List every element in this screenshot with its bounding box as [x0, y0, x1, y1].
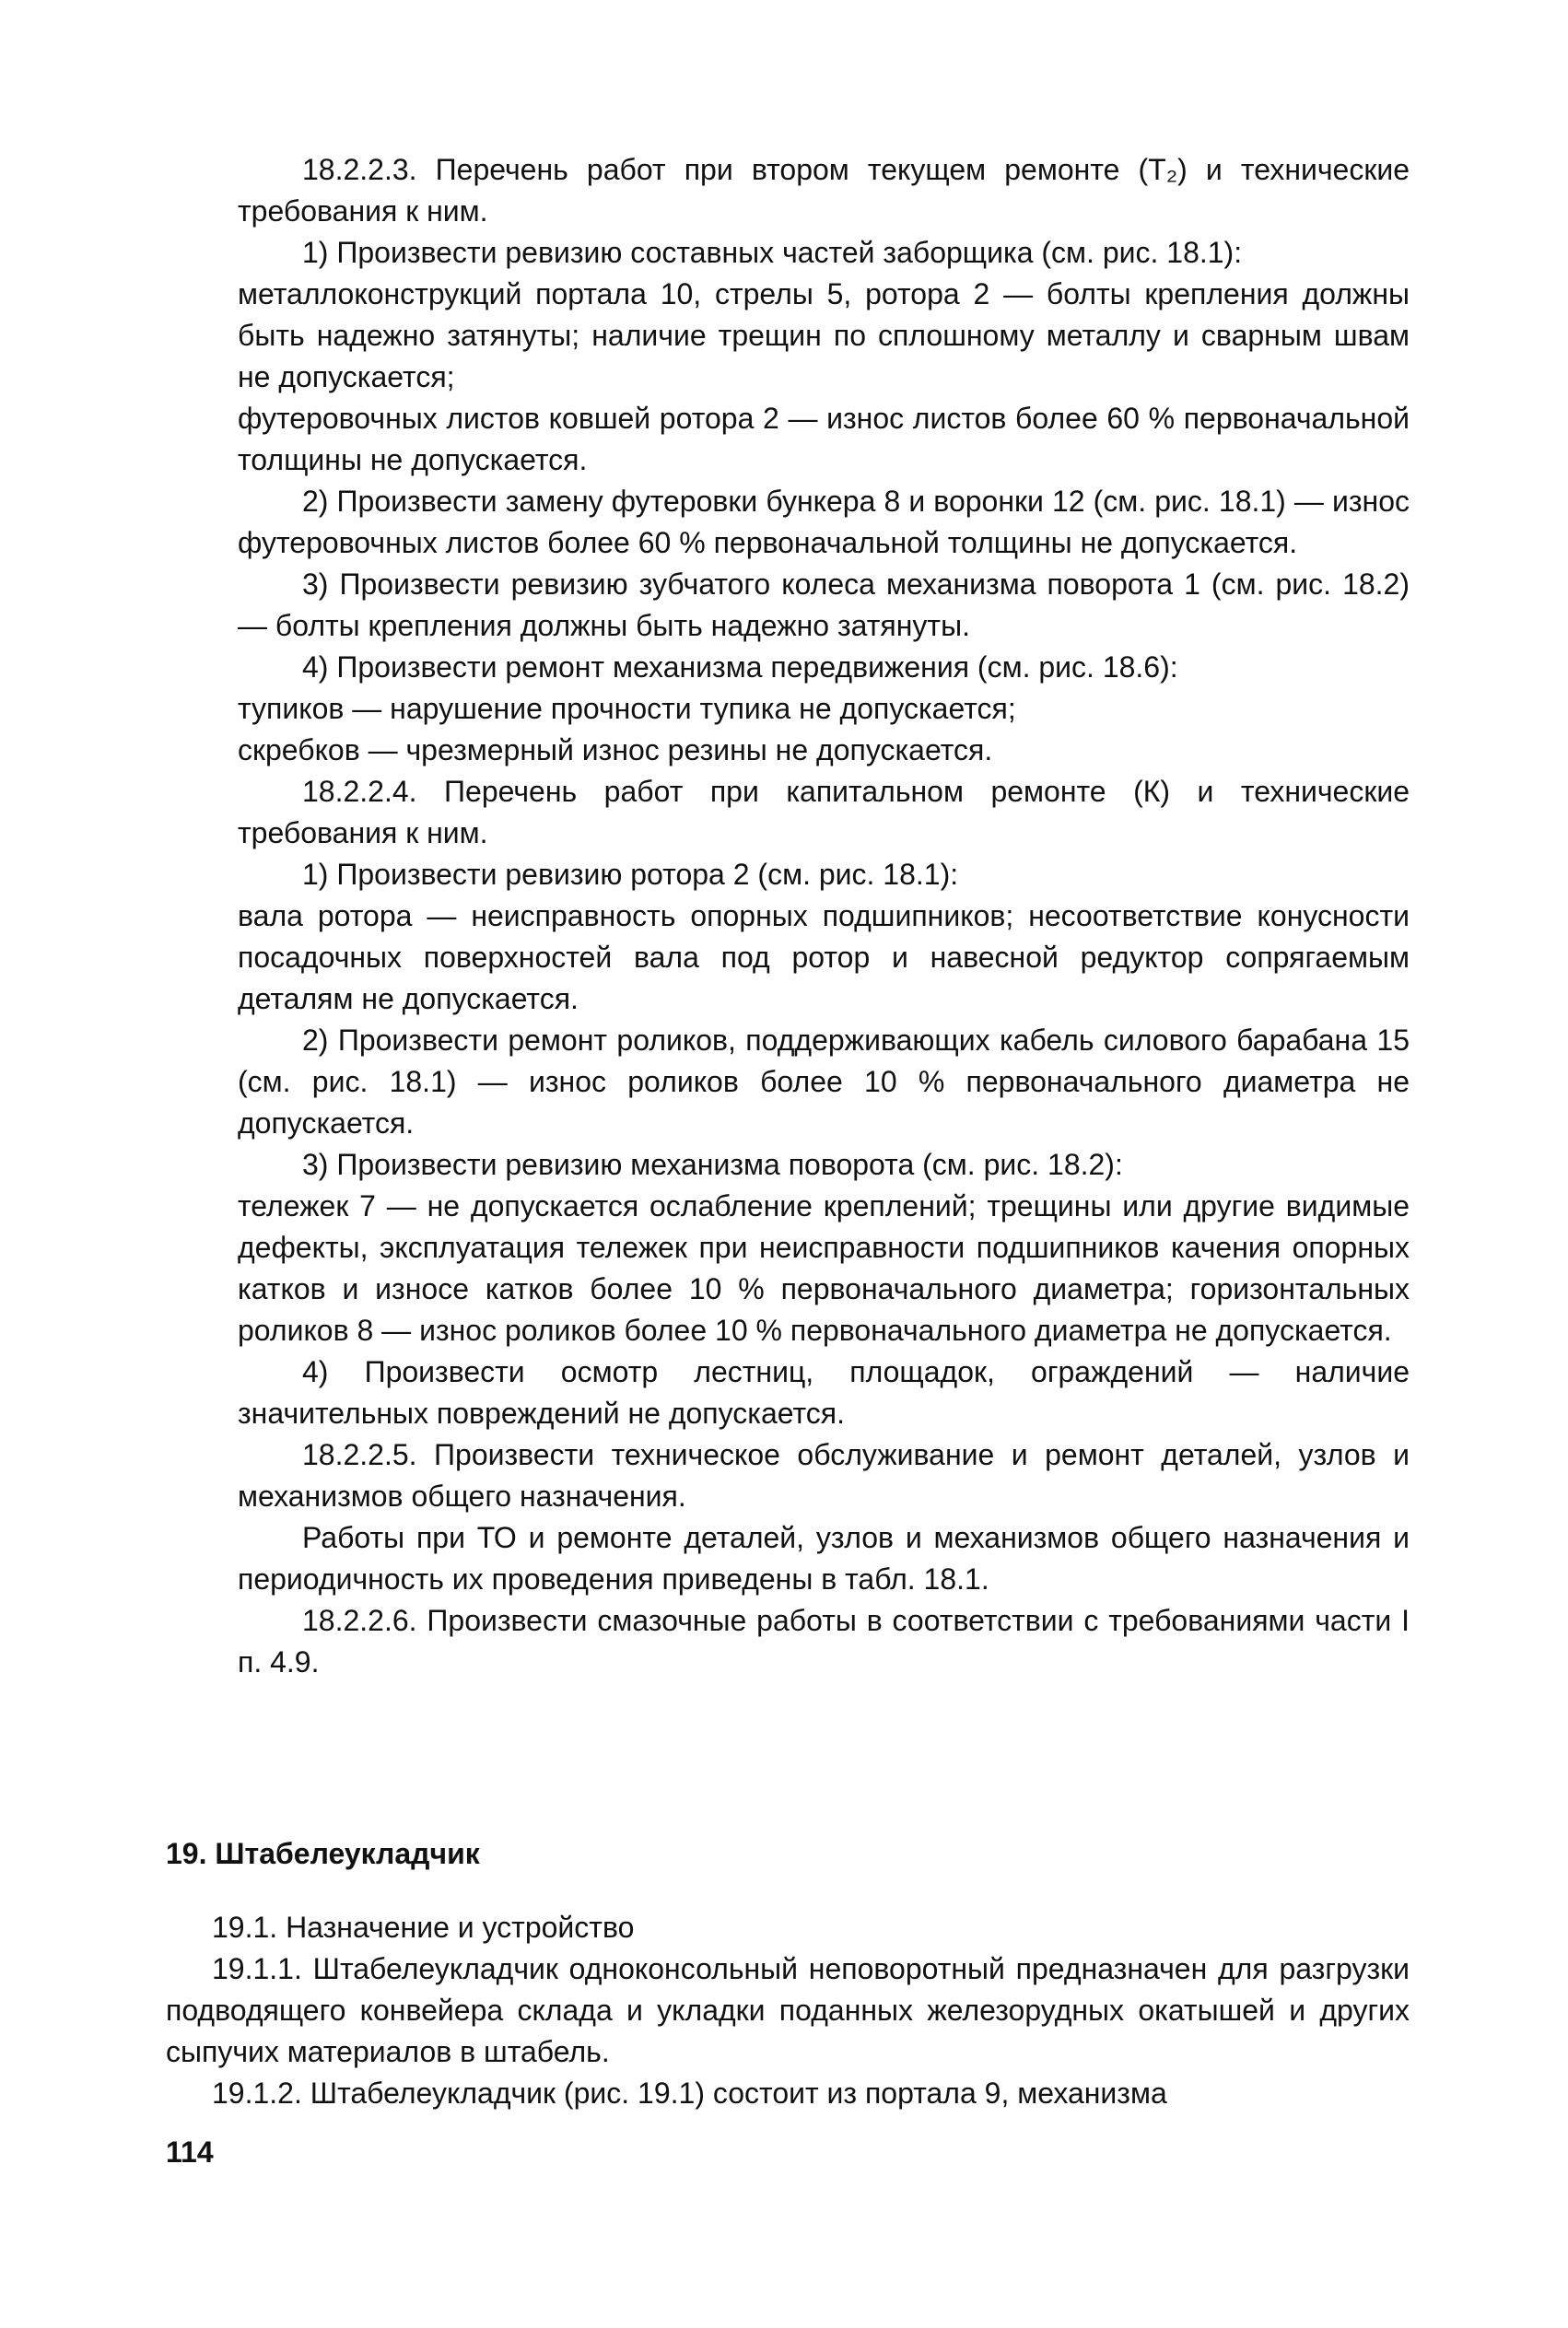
page-number: 114 [166, 2135, 214, 2169]
paragraph: 19.1.2. Штабелеукладчик (рис. 19.1) состоит из портала 9, механизма [212, 2076, 1167, 2110]
paragraph: 3) Произвести ревизию механизма поворота (см. рис. 18.2): [302, 1148, 1123, 1181]
paragraph: тележек 7 — не допускается ослабление креплений; трещины или другие видимые дефекты, эксплуатация тележек при неисправности подшипников качения опорных катков и износе катков более 10 % первоначального диаметра; горизонтальных роликов 8 — износ роликов более 10 % первоначального диаметра не допускается. [238, 1189, 1410, 1347]
paragraph: вала ротора — неисправность опорных подшипников; несоответствие конусности посадочных поверхностей вала под ротор и навесной редуктор сопрягаемым деталям не допускается. [238, 899, 1410, 1015]
paragraph: 3) Произвести ревизию зубчатого колеса механизма поворота 1 (см. рис. 18.2) — болты крепления должны быть надежно затянуты. [238, 567, 1410, 642]
paragraph: 19.1.1. Штабелеукладчик одноконсольный неповоротный предназначен для разгрузки подводящего конвейера склада и укладки поданных железорудных окатышей и других сыпучих материалов в штабель. [166, 1952, 1410, 2068]
paragraph: Работы при ТО и ремонте деталей, узлов и механизмов общего назначения и периодичность их проведения приведены в табл. 18.1. [238, 1521, 1410, 1596]
paragraph: 18.2.2.3. Перечень работ при втором текущем ремонте (Т₂) и технические требования к ним. [238, 153, 1410, 228]
paragraph: металлоконструкций портала 10, стрелы 5, ротора 2 — болты крепления должны быть надежно затянуты; наличие трещин по сплошному металлу и сварным швам не допускается; [238, 277, 1410, 393]
section-19-body [166, 1907, 1410, 2114]
paragraph: тупиков — нарушение прочности тупика не допускается; [238, 692, 1016, 725]
paragraph: скребков — чрезмерный износ резины не допускается. [238, 733, 993, 766]
paragraph: 18.2.2.4. Перечень работ при капитальном ремонте (К) и технические требования к ним. [238, 775, 1410, 849]
paragraph: 1) Произвести ревизию составных частей заборщика (см. рис. 18.1): [302, 236, 1243, 269]
section-18-body [238, 149, 1410, 1683]
paragraph: 18.2.2.6. Произвести смазочные работы в соответствии с требованиями части I п. 4.9. [238, 1604, 1410, 1679]
paragraph: 1) Произвести ревизию ротора 2 (см. рис. 18.1): [302, 858, 959, 891]
paragraph: 4) Произвести осмотр лестниц, площадок, ограждений — наличие значительных повреждений не допускается. [238, 1355, 1410, 1430]
paragraph: 2) Произвести ремонт роликов, поддерживающих кабель силового барабана 15 (см. рис. 18.1) — износ роликов более 10 % первоначального диаметра не допускается. [238, 1024, 1410, 1140]
paragraph: 18.2.2.5. Произвести техническое обслуживание и ремонт деталей, узлов и механизмов общего назначения. [238, 1438, 1410, 1513]
paragraph: 4) Произвести ремонт механизма передвижения (см. рис. 18.6): [302, 650, 1178, 684]
paragraph: футеровочных листов ковшей ротора 2 — износ листов более 60 % первоначальной толщины не допускается. [238, 402, 1410, 476]
section-heading: 19. Штабелеукладчик [166, 1837, 480, 1870]
paragraph: 2) Произвести замену футеровки бункера 8 и воронки 12 (см. рис. 18.1) — износ футеровочных листов более 60 % первоначальной толщины не допускается. [238, 485, 1410, 559]
subsection-title: 19.1. Назначение и устройство [212, 1911, 635, 1944]
